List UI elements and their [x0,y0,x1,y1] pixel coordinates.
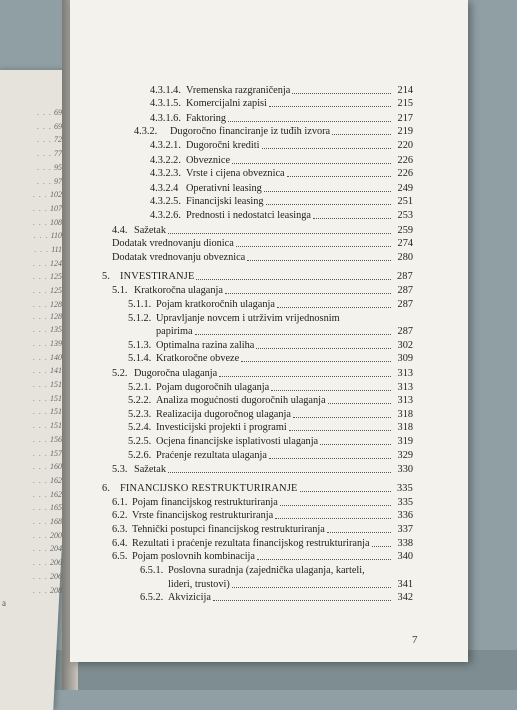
left-page-number [34,231,62,240]
toc-entry-title: Rezultati i praćenje rezultata financijskog restrukturiranja [132,538,370,549]
left-page-number [33,300,62,309]
left-page-number-value: 165 [50,503,62,513]
dot-leader [232,154,391,164]
dot-leader [269,97,391,107]
left-page-number [37,149,62,158]
toc-entry-title: Vrste financijskog restrukturiranja [132,510,274,521]
toc-entry-title: Upravljanje novcem i utrživim vrijednosnim [156,313,340,324]
dot-leader: . . . [33,517,48,526]
toc-entry-number: 5.2.4. [128,422,152,433]
dot-leader: . . . [33,462,48,472]
left-page-number-value: 125 [50,286,62,296]
toc-entry [128,312,413,324]
toc-entry-page: 330 [397,464,413,475]
dot-leader [168,224,391,234]
toc-entry-number: 5.1.1. [128,299,152,310]
toc-entry-page: 340 [397,551,413,562]
dot-leader [213,591,391,601]
dot-leader [275,509,391,519]
toc-entry [140,578,413,590]
toc-entry-page: 341 [397,579,413,590]
dot-leader: . . . [33,571,48,581]
toc-entry-title: lideri, trustovi) [168,579,230,590]
toc-entry-title: Obveznice [186,155,231,166]
toc-entry-title: Praćenje rezultata ulaganja [156,450,267,461]
toc-entry-page: 309 [397,353,413,364]
dot-leader [266,195,391,205]
dot-leader: . . . [33,325,48,335]
left-page-number-value: 208 [50,585,62,595]
dot-leader: . . . [33,272,48,282]
left-page-number [33,435,62,444]
toc-entry-title: Operativni leasing [186,183,262,194]
toc-entry-number: 5.3. [112,464,128,475]
toc-entry-title: Komercijalni zapisi [186,98,267,109]
dot-leader: . . . [33,203,48,213]
toc-entry-page: 226 [397,155,413,166]
left-page-number [33,204,62,213]
toc-entry [128,325,413,337]
toc-entry-number: 4.3.2.4 [150,183,179,194]
left-page-number-value: 128 [50,311,62,321]
toc-entry [128,394,413,406]
toc-entry [128,352,413,364]
left-page-number [33,544,62,553]
toc-entry-number: 5.2.5. [128,436,152,447]
toc-entry-number: 4.3.2.5. [150,196,181,207]
toc-entry-title: Vremenska razgraničenja [186,85,291,96]
toc-entry-page: 302 [397,340,413,351]
left-page-number-value: 111 [51,245,62,254]
dot-leader [219,367,391,377]
page-number: 7 [412,634,418,646]
dot-leader [289,421,391,431]
dot-leader [342,313,391,322]
dot-leader: . . . [33,558,48,568]
dot-leader: . . . [33,338,48,348]
toc-entry [128,339,413,351]
toc-entry-number: 6.5. [112,551,128,562]
toc-entry-title: Kratkoročne obveze [156,353,240,364]
left-page-number [37,163,62,172]
toc-entry-page: 214 [397,85,413,96]
toc-entry-number: 6.3. [112,524,128,535]
toc-entry-number: 4.3.1.5. [150,98,181,109]
dot-leader: . . . [33,503,48,513]
dot-leader: . . . [33,217,48,227]
toc-entry [112,367,413,379]
dot-leader [196,270,391,280]
toc-entry [112,284,413,296]
toc-entry [134,125,413,137]
dot-leader: . . . [33,258,48,268]
left-page-number-value: 124 [50,258,62,268]
toc-entry-title: Tehnički postupci financijskog restrukturiranja [132,524,325,535]
toc-entry-page: 336 [397,510,413,521]
dot-leader: . . . [33,231,49,241]
dot-leader: . . . [33,475,48,485]
dot-leader: . . . [33,311,48,321]
dot-leader: . . . [33,544,48,554]
left-page-number [33,259,62,268]
left-page-number [33,190,62,199]
toc-entry-title: Optimalna razina zaliha [156,340,255,351]
left-page-number [37,108,62,117]
left-page-number-value: 151 [50,421,62,431]
toc-entry-title: Pojam dugoročnih ulaganja [156,382,270,393]
toc-entry-page: 337 [397,524,413,535]
toc-entry-number: 4.3.2.1. [150,140,181,151]
toc-entry [150,139,413,151]
dot-leader: . . . [37,176,52,186]
toc-entry-page: 217 [397,113,413,124]
toc-entry-number: 5.2.6. [128,450,152,461]
toc-entry-number: 5.1.2. [128,313,152,324]
toc-entry-title: Prednosti i nedostatci leasinga [186,210,311,221]
toc-entry-title: INVESTIRANJE [120,271,195,282]
toc-entry [112,550,413,562]
toc-entry-number: 6.2. [112,510,128,521]
dot-leader [332,125,391,135]
left-page-number-value: 72 [54,135,62,145]
dot-leader: . . . [33,393,48,403]
toc-entry [128,381,413,393]
left-page-number-value: 168 [50,517,62,526]
left-page-number-value: 156 [50,434,62,444]
toc-entry [150,84,413,96]
dot-leader: . . . [33,421,48,431]
dot-leader [241,352,391,362]
toc-entry [112,237,413,249]
toc-entry [102,482,413,494]
left-page-number-value: 97 [54,176,62,186]
dot-leader: . . . [37,108,52,117]
left-page-number-value: 200 [50,530,62,540]
toc-entry-number: 5.1.4. [128,353,152,364]
left-page-number-value: 69 [54,121,62,131]
toc-entry [140,564,413,576]
toc-entry-number: 5.2.1. [128,382,152,393]
dot-leader: . . . [34,245,50,254]
toc-entry-page: 249 [397,183,413,194]
toc-entry-number: 5.2.3. [128,409,152,420]
left-page-number-value: 140 [50,352,62,362]
toc-entry-title: Realizacija dugoročnog ulaganja [156,409,291,420]
toc-entry [112,251,413,263]
toc-entry-number: 4.3.2.2. [150,155,181,166]
left-page-number [33,286,62,295]
dot-leader [269,449,391,459]
toc-entry-number: 4.3.2.6. [150,210,181,221]
dot-leader [264,182,391,192]
dot-leader: . . . [37,162,52,172]
toc-entry [112,537,413,549]
toc-entry-number: 5.2. [112,368,128,379]
toc-entry [128,449,413,461]
toc-entry-title: Vrste i cijena obveznica [186,168,285,179]
toc-entry-page: 329 [397,450,413,461]
left-page-number [33,572,62,581]
toc-entry-page: 226 [397,168,413,179]
toc-entry-page: 220 [397,140,413,151]
left-page-number [33,353,62,362]
toc-entry-page: 318 [397,422,413,433]
dot-leader [287,167,391,177]
left-page-number-value: 204 [50,544,62,554]
toc-entry-title: Poslovna suradnja (zajednička ulaganja, karteli, [168,565,365,576]
left-page-number [33,476,62,485]
dot-leader: . . . [33,286,48,296]
toc-entry-page: 338 [397,538,413,549]
left-page-number-value: 125 [50,272,62,282]
dot-leader: . . . [33,190,48,200]
toc-entry-page: 319 [397,436,413,447]
dot-leader [262,139,392,149]
toc-entry [150,112,413,124]
toc-entry-page: 287 [397,299,413,310]
left-page-number-value: 110 [50,231,62,241]
left-page-number [33,517,62,526]
dot-leader: . . . [33,366,48,376]
toc-entry-title: Financijski leasing [186,196,264,207]
toc-entry [112,224,413,236]
left-page-number-value: 151 [50,380,62,389]
dot-leader: . . . [33,380,48,389]
dot-leader [168,463,391,473]
toc-entry-number: 6.1. [112,497,128,508]
toc-entry-page: 335 [396,483,413,494]
toc-entry-number: 4.3.2. [134,126,158,137]
left-page-number-value: 107 [50,203,62,213]
toc-entry [112,509,413,521]
toc-entry-number: 6.5.2. [140,592,164,603]
toc-entry-number: 4.4. [112,225,128,236]
toc-entry-title: Dodatak vrednovanju dionica [112,238,234,249]
toc-entry [150,182,413,194]
left-page-number-value: 157 [50,448,62,458]
left-page-number-value: 135 [50,325,62,335]
toc-entry [150,195,413,207]
left-page-number [33,421,62,430]
toc-entry-page: 259 [397,225,413,236]
toc-entry-number: 5.1. [112,285,128,296]
dot-leader [372,537,391,547]
toc-entry-title: Pojam kratkoročnih ulaganja [156,299,275,310]
toc-entry-page: 313 [397,368,413,379]
toc-entry-title: Faktoring [186,113,227,124]
dot-leader [236,237,391,247]
toc-entry-title: Pojam poslovnih kombinacija [132,551,255,562]
toc-entry [112,463,413,475]
dot-leader [228,112,391,122]
toc-entry [128,421,413,433]
left-page-number [33,558,62,567]
left-page-number [33,339,62,348]
left-page-number-value: 102 [50,190,62,200]
toc-entry-number: 6.4. [112,538,128,549]
left-page-number [33,394,62,403]
toc-entry-page: 335 [397,497,413,508]
toc-entry-page: 313 [397,395,413,406]
dot-leader: . . . [37,149,52,159]
toc-entry-number: 4.3.1.4. [150,85,181,96]
dot-leader: . . . [37,121,52,131]
toc-entry-title: Dugoročni krediti [186,140,260,151]
dot-leader [247,251,391,261]
dot-leader: . . . [33,352,48,362]
toc-entry-page: 253 [397,210,413,221]
left-page-number [33,407,62,416]
toc-entry [112,496,413,508]
dot-leader [327,523,391,533]
left-page-number [33,586,62,595]
toc-entry-title: Kratkoročna ulaganja [134,285,223,296]
toc-entry-title: Sažetak [134,225,167,236]
toc-entry-page: 287 [397,285,413,296]
toc-entry-title: Investicijski projekti i programi [156,422,287,433]
dot-leader: . . . [33,434,48,444]
left-page-number [33,366,62,375]
left-page-number [33,490,62,499]
dot-leader [313,209,391,219]
dot-leader [225,284,391,294]
left-page-corner-text: a [2,598,6,608]
dot-leader [300,482,391,492]
dot-leader [277,298,391,308]
left-page-number [34,245,62,254]
left-page-number-value: 139 [50,338,62,348]
left-page-number [33,503,62,512]
toc-entry-title: Akvizicija [168,592,211,603]
toc-entry-title: Dugoročna ulaganja [134,368,218,379]
toc-entry [128,298,413,310]
toc-entry-page: 318 [397,409,413,420]
toc-entry-number: 4.3.1.6. [150,113,181,124]
left-page-number-value: 151 [50,393,62,403]
left-page-number-value: 206 [50,558,62,568]
left-page-number-value: 160 [50,462,62,472]
left-page-number-value: 206 [50,571,62,581]
dot-leader: . . . [33,489,48,499]
toc-entry-page: 287 [397,326,413,337]
left-page-number [33,312,62,321]
dot-leader [320,435,391,445]
left-page-number [33,449,62,458]
left-page-number [33,462,62,471]
toc-entry [150,209,413,221]
left-page-number [33,325,62,334]
toc-entry-number: 5.1.3. [128,340,152,351]
toc-entry [140,591,413,603]
toc-entry-title: Dugoročno financiranje iz tuđih izvora [170,126,331,137]
left-page-number-value: 151 [50,407,62,417]
dot-leader: . . . [33,585,48,595]
left-page-number-value: 69 [54,108,62,117]
toc-entry-number: 5.2.2. [128,395,152,406]
left-page-number [33,272,62,281]
toc-entry-number: 6. [102,483,111,494]
left-page-number-value: 162 [50,475,62,485]
toc-entry-page: 251 [397,196,413,207]
toc-entry-number: 5. [102,271,111,282]
toc-entry [102,270,413,282]
left-page-number-value: 77 [54,149,62,159]
dot-leader [280,496,391,506]
dot-leader: . . . [33,299,48,309]
toc-entry [128,435,413,447]
dot-leader [232,578,391,588]
toc-entry [112,523,413,535]
left-page-number-value: 141 [50,366,62,376]
toc-entry-page: 215 [397,98,413,109]
dot-leader: . . . [33,530,48,540]
toc-entry [128,408,413,420]
left-page-number [33,531,62,540]
toc-entry-number: 4.3.2.3. [150,168,181,179]
toc-entry-title: Sažetak [134,464,167,475]
toc-entry-title: FINANCIJSKO RESTRUKTURIRANJE [120,483,298,494]
dot-leader [271,381,391,391]
toc-entry-page: 313 [397,382,413,393]
toc-entry [150,154,413,166]
toc-entry-page: 342 [397,592,413,603]
toc-entry-title: Pojam financijskog restrukturiranja [132,497,278,508]
left-page-number-value: 95 [54,162,62,172]
dot-leader [256,339,391,349]
left-page-number [37,177,62,186]
dot-leader: . . . [37,135,52,145]
toc-entry-title: Dodatak vrednovanju obveznica [112,252,246,263]
toc-entry-title: Analiza mogućnosti dugoročnih ulaganja [156,395,326,406]
toc-page [70,0,468,662]
dot-leader [195,325,391,335]
dot-leader [367,565,391,574]
toc-entry-page: 287 [396,271,413,282]
toc-entry [150,167,413,179]
left-page-number [33,218,62,227]
dot-leader [293,408,391,418]
toc-entry-page: 280 [397,252,413,263]
dot-leader [292,84,391,94]
dot-leader [328,394,391,404]
toc-entry-page: 219 [397,126,413,137]
toc-entry-page: 274 [397,238,413,249]
left-page-number-value: 108 [50,217,62,227]
left-page-number [33,380,62,389]
toc-entry-title: Ocjena financijske isplativosti ulaganja [156,436,319,447]
left-page-number-value: 162 [50,489,62,499]
toc-entry-title: papirima [156,326,193,337]
toc-entry-number: 6.5.1. [140,565,164,576]
dot-leader [257,550,391,560]
dot-leader: . . . [33,448,48,458]
toc-entry [150,97,413,109]
left-page-number [37,122,62,131]
left-page-number-value: 128 [50,299,62,309]
dot-leader: . . . [33,407,48,417]
left-page-number [37,135,62,144]
